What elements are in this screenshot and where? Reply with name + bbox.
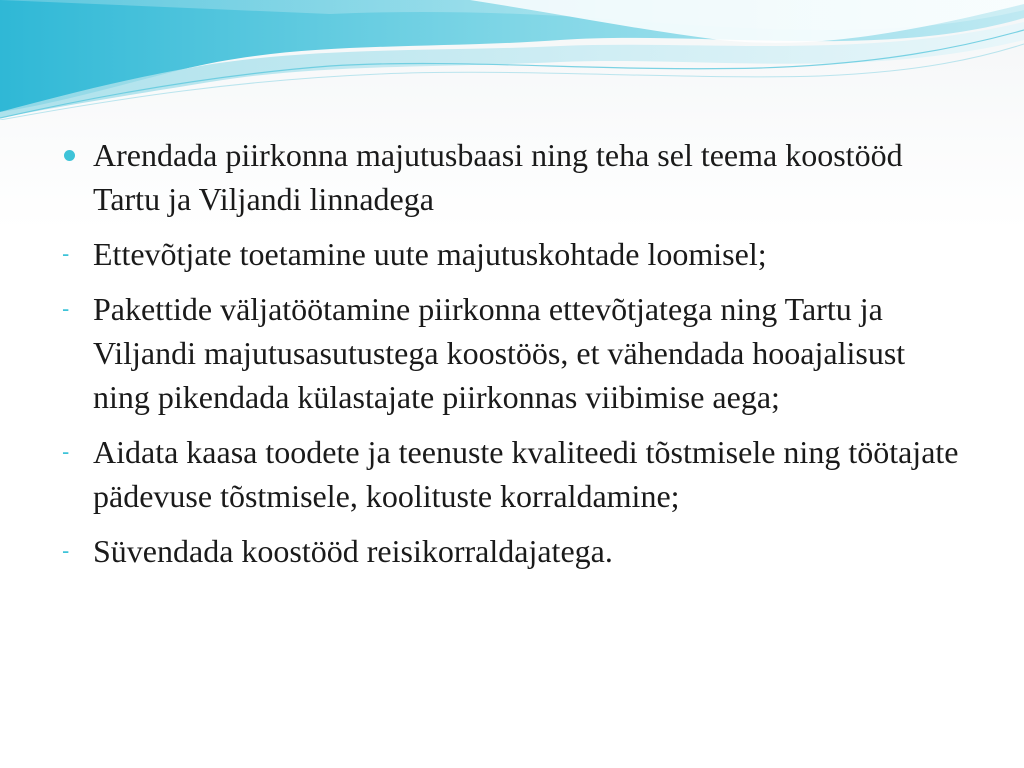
list-item-text: Arendada piirkonna majutusbaasi ning teha sel teema koostööd Tartu ja Viljandi linnadega [93, 137, 903, 217]
list-item [60, 529, 960, 573]
list-item-text: Aidata kaasa toodete ja teenuste kvaliteedi tõstmisele ning töötajate pädevuse tõstmisele, koolituste korraldamine; [93, 434, 959, 514]
bullet-marker [60, 430, 90, 474]
list-item-text: Süvendada koostööd reisikorraldajatega. [93, 533, 613, 569]
list-item [60, 430, 960, 518]
dash-marker: - [62, 296, 70, 321]
bullet-marker [60, 529, 90, 573]
dash-marker: - [62, 538, 70, 563]
bullet-marker [60, 287, 90, 331]
bullet-dot-icon [64, 150, 75, 161]
wave-header-decoration [0, 0, 1024, 120]
dash-marker: - [62, 439, 70, 464]
list-item [60, 133, 960, 221]
dash-marker: - [62, 241, 70, 266]
list-item [60, 287, 960, 419]
bullet-marker [60, 133, 90, 177]
list-item [60, 232, 960, 276]
bullet-marker [60, 232, 90, 276]
list-item-text: Ettevõtjate toetamine uute majutuskohtade loomisel; [93, 236, 767, 272]
bullet-list [60, 133, 960, 584]
list-item-text: Pakettide väljatöötamine piirkonna ettevõtjatega ning Tartu ja Viljandi majutusasutustega koostöös, et vähendada hooajalisust ning pikendada külastajate piirkonnas viibimise aega; [93, 291, 906, 415]
